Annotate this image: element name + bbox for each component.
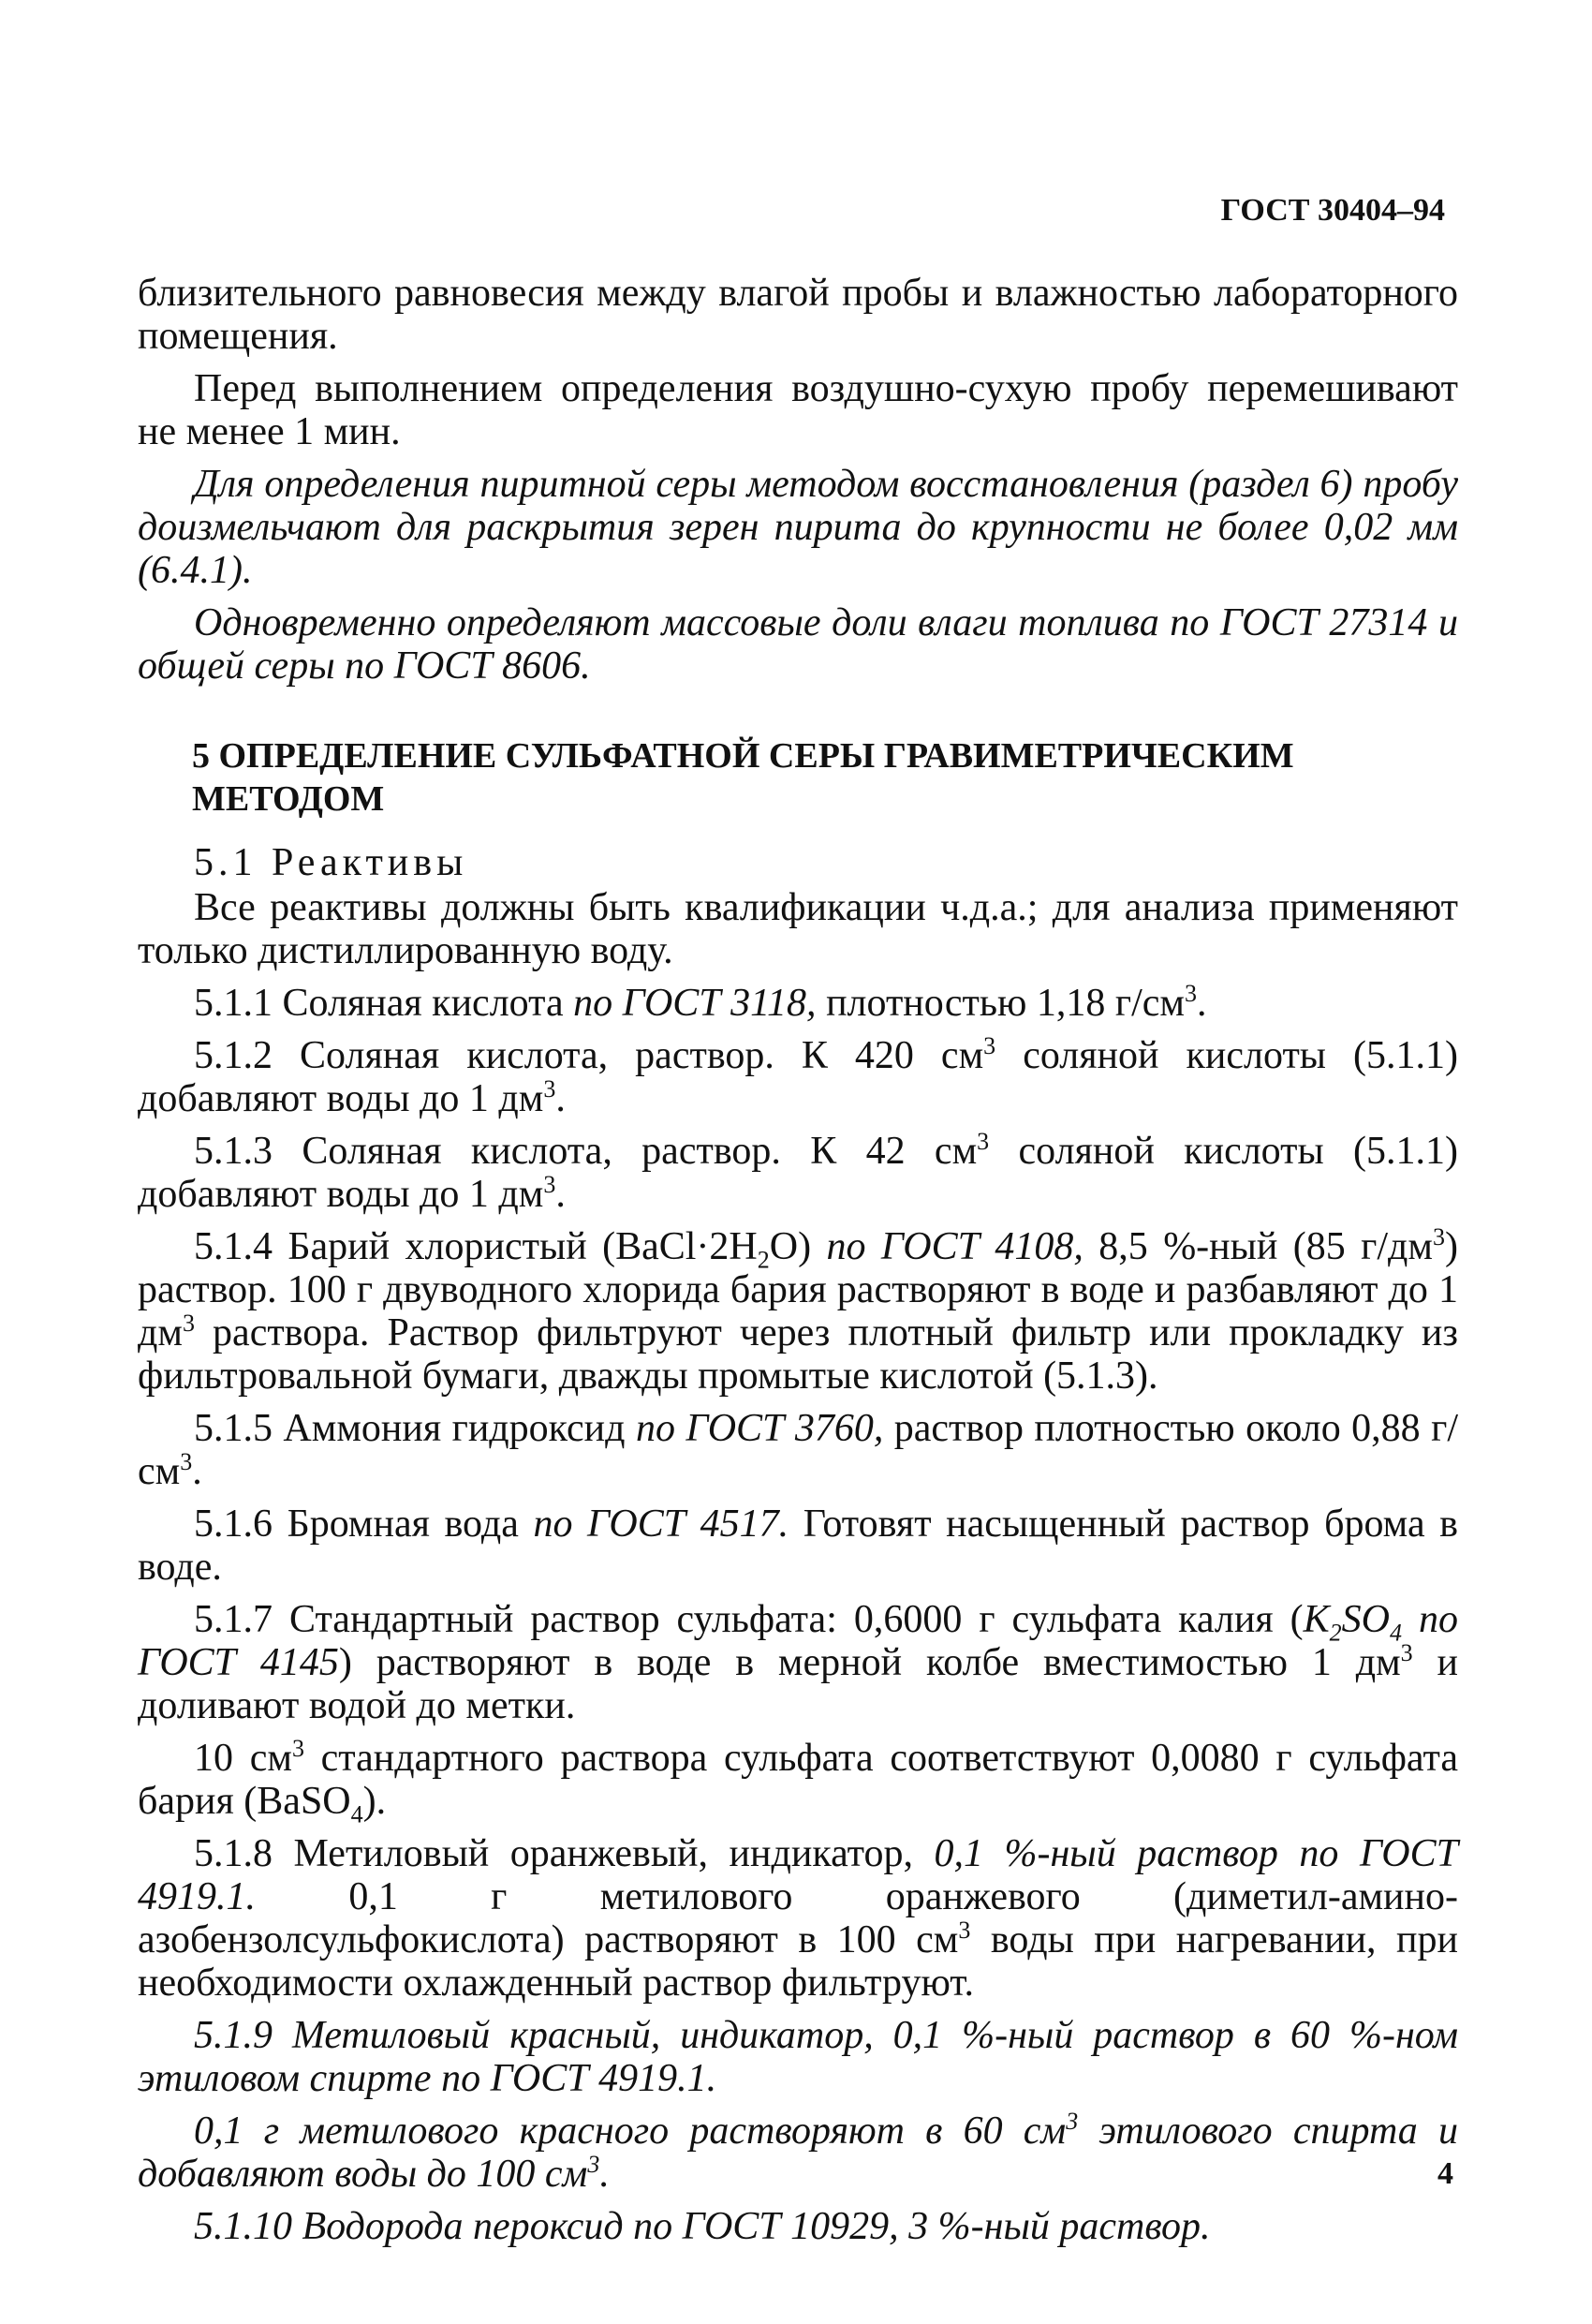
paragraph: Для определения пиритной серы методом восстановления (раздел 6) пробу доизмельчают для раскрытия зерен пирита до крупности не более 0,02 мм (6.4.1). <box>138 463 1458 592</box>
paragraph: близительного равновесия между влагой пробы и влажностью лабораторного помещения. <box>138 272 1458 358</box>
item-5-1-8: 5.1.8 Метиловый оранжевый, индикатор, 0,1 %-ный раствор по ГОСТ 4919.1. 0,1 г метилового оранжевого (диметил-амино-азобензолсульфокислота) растворяют в 100 $см^3$ воды при нагревании, при необходимости охлажденный раствор фильтруют. <box>138 1832 1459 2005</box>
item-5-1-10: 5.1.10 Водорода пероксид по ГОСТ 10929, 3 %-ный раствор. <box>194 2205 1211 2248</box>
page-content <box>138 272 1458 2257</box>
item-5-1-9-note: 0,1 г метилового красного растворяют в 60 $см^3$ этилового спирта и добавляют воды до 100 $см^3$. <box>138 2108 1459 2196</box>
subsection-heading <box>194 841 1458 884</box>
paragraph: Все реактивы должны быть квалификации ч.д.а.; для анализа применяют только дистиллированную воду. <box>138 886 1458 972</box>
subsection-number: 5.1 <box>194 841 258 884</box>
paragraph: Одновременно определяют массовые доли влаги топлива по ГОСТ 27314 и общей серы по ГОСТ 8606. <box>138 601 1458 688</box>
item-5-1-3: 5.1.3 Соляная кислота, раствор. К 42 $см^3$ соляной кислоты (5.1.1) добавляют воды до 1 $дм^3$. <box>138 1128 1459 1216</box>
item-5-1-5: 5.1.5 Аммония гидроксид по ГОСТ 3760, раствор плотностью около 0,88 $г/см^3$. <box>138 1407 1458 1493</box>
item-5-1-4: 5.1.4 Барий хлористый $(BaCl\cdot 2H_2O)$ по ГОСТ 4108, 8,5 %-ный (85 $г/дм^3$) раствор. 100 г двуводного хлорида бария растворяют в воде и разбавляют до 1 $дм^3$ раствора. Раствор фильтруют через плотный фильтр или прокладку из фильтровальной бумаги, дважды промытые кислотой (5.1.3). <box>138 1223 1459 1398</box>
subsection-title: Реактивы <box>272 841 468 884</box>
paragraph: Перед выполнением определения воздушно-сухую пробу перемешивают не менее 1 мин. <box>138 367 1458 453</box>
document-code: ГОСТ 30404–94 <box>1220 193 1445 228</box>
section-heading: 5 ОПРЕДЕЛЕНИЕ СУЛЬФАТНОЙ СЕРЫ ГРАВИМЕТРИЧЕСКИМ МЕТОДОМ <box>192 736 1294 819</box>
page-number: 4 <box>1437 2156 1453 2191</box>
item-5-1-9: 5.1.9 Метиловый красный, индикатор, 0,1 %-ный раствор в 60 %-ном этиловом спирте по ГОСТ 4919.1. <box>138 2014 1458 2100</box>
item-5-1-6: 5.1.6 Бромная вода по ГОСТ 4517. Готовят насыщенный раствор брома в воде. <box>138 1502 1459 1589</box>
item-5-1-7: 5.1.7 Стандартный раствор сульфата: 0,6000 г сульфата калия ($K_2SO_4$ по ГОСТ 4145) растворяют в воде в мерной колбе вместимостью 1 $дм^3$ и доливают водой до метки. <box>138 1598 1459 1727</box>
item-5-1-1: 5.1.1 Соляная кислота по ГОСТ 3118, плотностью 1,18 $г/см^3$. <box>194 980 1207 1025</box>
item-5-1-2: 5.1.2 Соляная кислота, раствор. К 420 $см^3$ соляной кислоты (5.1.1) добавляют воды до 1 $дм^3$. <box>138 1032 1459 1120</box>
item-5-1-7-note: 10 $см^3$ стандартного раствора сульфата соответствуют 0,0080 г сульфата бария (BaSO$_4$). <box>138 1735 1458 1828</box>
